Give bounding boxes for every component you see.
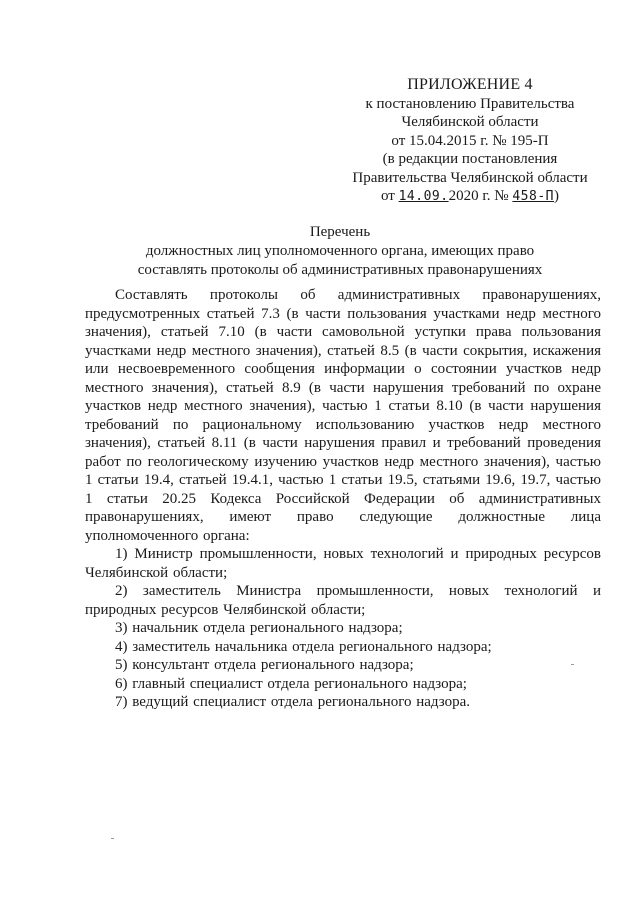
appendix-line-4: (в редакции постановления: [382, 151, 558, 167]
body-paragraph: Составлять протоколы об административных правонарушениях, предусмотренных статьей 7.3 (в части пользования участками недр местного значения), статьей 7.10 (в части самовольной уступки права пользования участками недр местного значения), статьей 8.5 (в части сокрытия, искажения или несвоевременного сообщения информации о состоянии участков недр местного значения), статьей 8.9 (в части нарушения требований по охране участков недр местного значения), частью 1 статьи 8.10 (в части нарушения требований по рациональному использованию участков недр местного значения), статьей 8.11 (в части нарушения правил и требований проведения работ по геологическому изучению участков недр местного значения), частью 1 статьи 19.4, статьей 19.4.1, частью 1 статьи 19.5, статьями 19.6, 19.7, частью 1 статьи 20.25 Кодекса Российской Федерации об административных правонарушениях, имеют право следующие должностные лица уполномоченного органа:: [85, 287, 601, 544]
scan-speck: [571, 664, 574, 665]
list-item: 1) Министр промышленности, новых технологий и природных ресурсов Челябинской области;: [85, 546, 601, 581]
list-item: 5) консультант отдела регионального надзора;: [115, 657, 414, 673]
list-item: 6) главный специалист отдела регионального надзора;: [115, 675, 467, 692]
appendix-header: [335, 76, 605, 207]
document-title: [110, 223, 570, 280]
scan-speck: [111, 838, 114, 839]
appendix-line-5: Правительства Челябинской области: [352, 169, 588, 186]
title-line-2: должностных лиц уполномоченного органа, имеющих право: [145, 243, 535, 259]
list-item: 2) заместитель Министра промышленности, новых технологий и природных ресурсов Челябинской области;: [85, 583, 601, 618]
amendment-number: 458-П: [512, 189, 554, 204]
list-item: 4) заместитель начальника отдела регионального надзора;: [115, 638, 492, 655]
appendix-line-1: к постановлению Правительства: [365, 95, 575, 112]
list-item: 3) начальник отдела регионального надзора;: [115, 620, 403, 636]
amendment-line: [335, 187, 605, 207]
amendment-prefix: от: [381, 188, 395, 204]
appendix-line-3: от 15.04.2015 г. № 195-П: [391, 132, 549, 149]
list-item: 7) ведущий специалист отдела регионального надзора.: [115, 694, 470, 710]
appendix-title: ПРИЛОЖЕНИЕ 4: [407, 76, 533, 93]
appendix-line-2: Челябинской области: [401, 114, 539, 130]
officials-list: [85, 545, 601, 712]
amendment-suffix: ): [554, 188, 559, 204]
title-line-3: составлять протоколы об административных правонарушениях: [137, 262, 543, 278]
amendment-date: 14.09.: [398, 189, 449, 204]
amendment-year: 2020 г. №: [448, 188, 509, 204]
title-line-1: Перечень: [309, 224, 371, 240]
document-body: [85, 286, 601, 712]
